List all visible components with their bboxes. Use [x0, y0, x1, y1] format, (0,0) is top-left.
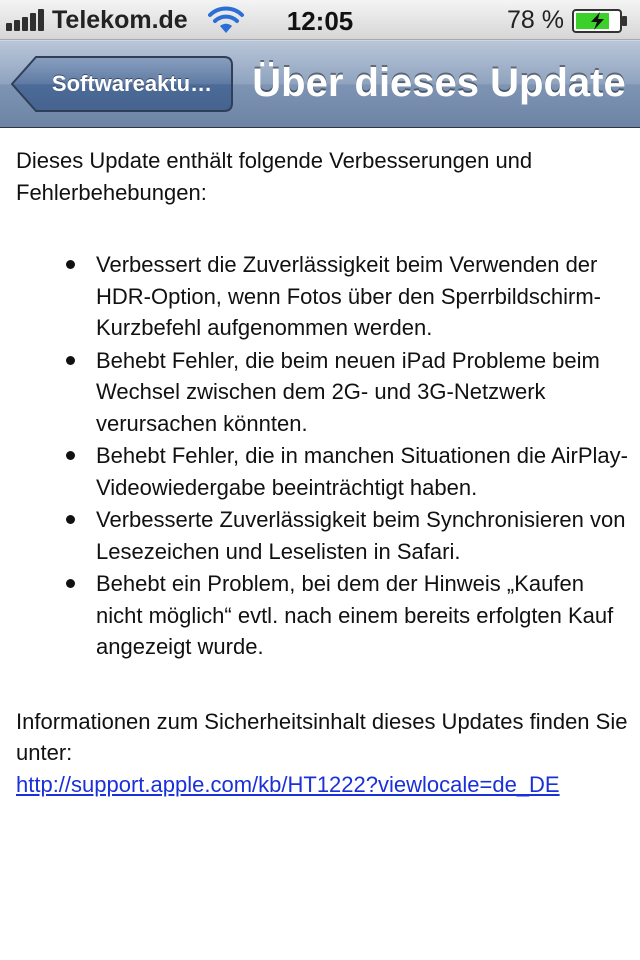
- back-button-label: Softwareaktu…: [51, 71, 213, 96]
- bullet-icon: [66, 260, 75, 269]
- carrier-name: Telekom.de: [52, 6, 188, 34]
- list-item: Verbesserte Zuverlässigkeit beim Synchronisieren von Lesezeichen und Leselisten in Safari.: [96, 504, 628, 567]
- page-title: Über dieses Update: [252, 61, 626, 105]
- list-item: Behebt Fehler, die in manchen Situationen die AirPlay-Videowiedergabe beeinträchtigt haben.: [96, 440, 628, 503]
- improvement-list: [96, 249, 628, 663]
- bullet-icon: [66, 579, 75, 588]
- security-text: Informationen zum Sicherheitsinhalt dieses Updates finden Sie unter:: [16, 708, 628, 765]
- update-notes: [16, 145, 628, 800]
- bullet-icon: [66, 515, 75, 524]
- navigation-bar: [0, 40, 640, 128]
- battery-percent: 78 %: [507, 6, 564, 34]
- list-item: Behebt ein Problem, bei dem der Hinweis „Kaufen nicht möglich“ evtl. nach einem bereits erfolgten Kauf angezeigt wurde.: [96, 568, 628, 663]
- security-link[interactable]: http://support.apple.com/kb/HT1222?viewlocale=de_DE: [16, 771, 560, 797]
- status-bar: [0, 0, 640, 40]
- status-time: 12:05: [286, 6, 354, 36]
- security-info: [16, 706, 628, 801]
- battery-charging-icon: [572, 9, 628, 33]
- bullet-icon: [66, 356, 75, 365]
- intro-text: Dieses Update enthält folgende Verbesserungen und Fehlerbehebungen:: [16, 148, 533, 205]
- bullet-icon: [66, 451, 75, 460]
- back-button[interactable]: [10, 55, 234, 113]
- list-item: Verbessert die Zuverlässigkeit beim Verwenden der HDR-Option, wenn Fotos über den Sperrbildschirm-Kurzbefehl aufgenommen werden.: [96, 249, 628, 344]
- list-item: Behebt Fehler, die beim neuen iPad Probleme beim Wechsel zwischen dem 2G- und 3G-Netzwerk verursachen könnten.: [96, 345, 628, 440]
